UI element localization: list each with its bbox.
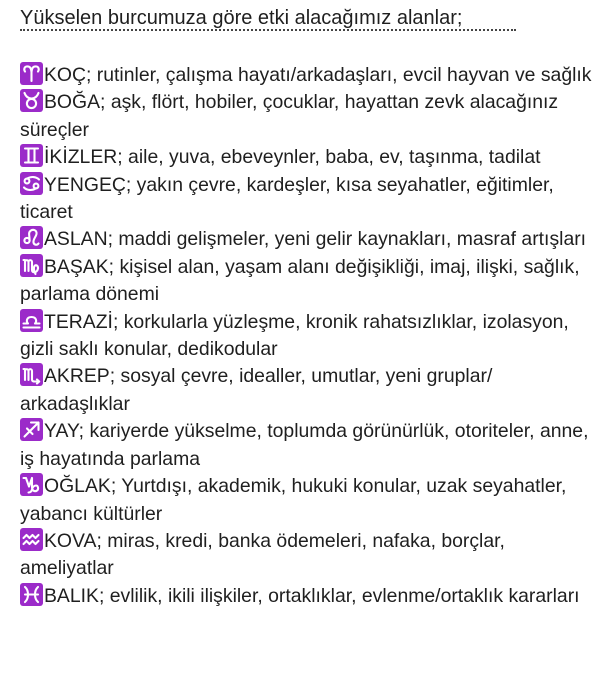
sign-name: BOĞA [44, 91, 101, 114]
sign-description: ; korkularla yüzleşme, kronik rahatsızlıklar, izolasyon, gizli saklı konular, dedikodular [20, 310, 569, 361]
sign-name: BAŞAK [44, 255, 109, 278]
list-item-koc [20, 62, 598, 89]
sign-description: ; miras, kredi, banka ödemeleri, nafaka, borçlar, ameliyatlar [20, 529, 505, 580]
scorpio-icon [20, 363, 43, 386]
sign-name: YAY [44, 420, 79, 443]
list-item-boga [20, 89, 598, 144]
list-item-akrep [20, 363, 598, 418]
sagittarius-icon [20, 418, 43, 441]
zodiac-list [20, 62, 598, 610]
sign-name: BALIK [44, 584, 99, 607]
leo-icon [20, 226, 43, 249]
title-underline [20, 29, 516, 31]
sign-name: İKİZLER [44, 146, 118, 169]
list-item-kova [20, 528, 598, 583]
cancer-icon [20, 172, 43, 195]
sign-description: ; rutinler, çalışma hayatı/arkadaşları, evcil hayvan ve sağlık [86, 64, 592, 86]
sign-name: KOÇ [44, 64, 87, 86]
sign-description: ; yakın çevre, kardeşler, kısa seyahatler, eğitimler, ticaret [20, 173, 554, 224]
sign-description: ; aile, yuva, ebeveynler, baba, ev, taşınma, tadilat [117, 146, 541, 169]
pisces-icon [20, 583, 43, 606]
sign-description: ; maddi gelişmeler, yeni gelir kaynakları, masraf artışları [107, 228, 587, 251]
capricorn-icon [20, 473, 43, 496]
sign-name: ASLAN [44, 228, 108, 251]
sign-description: ; aşk, flört, hobiler, çocuklar, hayattan zevk alacağınız süreçler [20, 91, 559, 141]
list-item-yay [20, 418, 598, 473]
list-item-balik [20, 583, 598, 610]
sign-description: ; kişisel alan, yaşam alanı değişikliği, imaj, ilişki, sağlık, parlama dönemi [20, 255, 580, 306]
taurus-icon [20, 89, 43, 112]
libra-icon [20, 309, 43, 332]
sign-description: ; sosyal çevre, idealler, umutlar, yeni gruplar/ arkadaşlıklar [20, 365, 493, 415]
list-item-oglak [20, 473, 598, 528]
page-title: Yükselen burcumuza göre etki alacağımız alanlar; [20, 7, 463, 29]
list-item-terazi [20, 309, 598, 364]
sign-description: ; Yurtdışı, akademik, hukuki konular, uzak seyahatler, yabancı kültürler [20, 475, 567, 525]
sign-description: ; kariyerde yükselme, toplumda görünürlük, otoriteler, anne, iş hayatında parlama [20, 420, 589, 470]
list-item-aslan [20, 226, 598, 253]
sign-name: AKREP [44, 365, 110, 388]
sign-name: OĞLAK [44, 475, 111, 498]
sign-description: ; evlilik, ikili ilişkiler, ortaklıklar, evlenme/ortaklık kararları [98, 584, 580, 607]
list-item-yengec [20, 172, 598, 227]
virgo-icon [20, 254, 43, 277]
list-item-basak [20, 254, 598, 309]
list-item-ikizler [20, 144, 598, 171]
sign-name: TERAZİ [44, 310, 113, 333]
sign-name: KOVA [44, 529, 97, 552]
aries-icon [20, 62, 43, 85]
sign-name: YENGEÇ [44, 173, 126, 196]
gemini-icon [20, 144, 43, 167]
aquarius-icon [20, 528, 43, 551]
